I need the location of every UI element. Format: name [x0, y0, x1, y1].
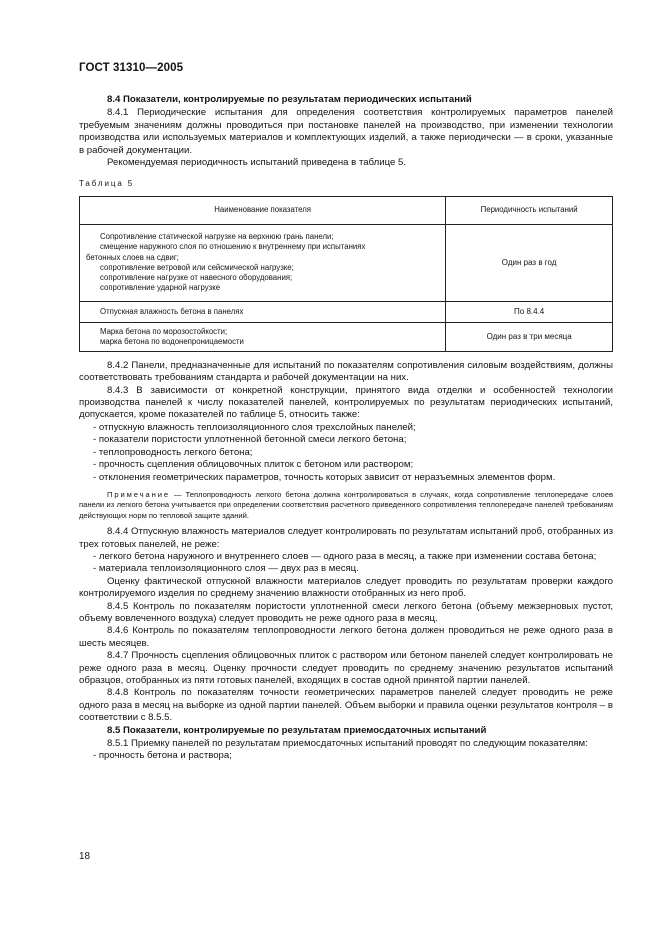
- list-item: - показатели пористости уплотненной бетонной смеси легкого бетона;: [93, 434, 407, 446]
- table-cell-indicator: [80, 224, 446, 301]
- table-row: [80, 224, 613, 301]
- table-cell-line: смещение наружного слоя по отношению к внутреннему при испытаниях: [100, 242, 366, 252]
- table-cell-line: сопротивление ударной нагрузке: [100, 283, 221, 293]
- list-item: - теплопроводность легкого бетона;: [93, 446, 253, 458]
- paragraph-8-4-4: 8.4.4 Отпускную влажность материалов следует контролировать по результатам испытаний проб, отобранных из трех готовых панелей, не реже:: [79, 526, 613, 550]
- section-8-4-title: 8.4 Показатели, контролируемые по результатам периодических испытаний: [107, 94, 472, 105]
- list-item: - отпускную влажность теплоизоляционного слоя трехслойных панелей;: [93, 421, 416, 433]
- table-cell-line: Марка бетона по морозостойкости;: [100, 326, 228, 336]
- table-header-row: [80, 196, 613, 224]
- section-8-5-title: 8.5 Показатели, контролируемые по результатам приемосдаточных испытаний: [107, 724, 487, 736]
- paragraph-table-reference: Рекомендуемая периодичность испытаний приведена в таблице 5.: [107, 157, 406, 169]
- table-cell-line: сопротивление нагрузке от навесного оборудования;: [100, 273, 293, 283]
- paragraph-8-4-4-evaluation: Оценку фактической отпускной влажности материалов следует проводить по результатам проверки каждого контролируемого изделия по среднему значению влажности отобранных из него проб.: [79, 575, 613, 600]
- standard-header: ГОСТ 31310—2005: [79, 62, 184, 74]
- page-number: 18: [79, 851, 91, 862]
- table-cell-line: марка бетона по водонепроницаемости: [100, 336, 244, 346]
- paragraph-8-4-7: 8.4.7 Прочность сцепления облицовочных плиток с раствором или бетоном панелей следует контролировать не реже одного раза в месяц. Оценку прочности следует проводить по среднему значению результатов испытаний образцов, отобранных из пяти готовых панелей, входящих в состав одной принятой партии панелей.: [79, 650, 613, 686]
- paragraph-8-4-6: 8.4.6 Контроль по показателям теплопроводности легкого бетона должен проводиться не реже одного раза в шесть месяцев.: [79, 625, 613, 649]
- paragraph-8-4-5: 8.4.5 Контроль по показателям пористости уплотненной смеси легкого бетона (объему межзерновых пустот, объему вовлеченного воздуха) следует проводить не реже одного раза в месяц.: [79, 600, 613, 624]
- note: [79, 490, 613, 521]
- note-label: Примечание: [107, 489, 170, 499]
- table-5: [79, 196, 613, 352]
- table-cell-periodicity: По 8.4.4: [446, 301, 613, 322]
- paragraph-8-4-8: 8.4.8 Контроль по показателям точности геометрических параметров панелей следует проводить не реже одного раза в месяц на выборке из одной партии панелей. Объем выборки и правила оценки результатов контроля – в соответствии с 8.5.5.: [79, 687, 613, 724]
- list-item: - легкого бетона наружного и внутреннего слоев — одного раза в месяц, а также при изменении состава бетона;: [93, 550, 597, 562]
- column-header-periodicity: Периодичность испытаний: [446, 196, 613, 224]
- paragraph-8-4-3: 8.4.3 В зависимости от конкретной конструкции, принятого вида отделки и особенностей технологии производства панелей к числу показателей панелей, контролируемых по результатам периодических испытаний, допускается, кроме показателей по таблице 5, относить также:: [79, 384, 613, 421]
- document-body: [79, 94, 613, 763]
- table-row: [80, 322, 613, 351]
- note-text: — Теплопроводность легкого бетона должна контролироваться в случаях, когда сопротивление теплопередаче слоев панели из легкого бетона учитывается при определении соответствия расчетного приведенного сопротивления теплопередаче панелей требованиям действующих норм по тепловой защите зданий.: [79, 489, 613, 520]
- paragraph-8-4-2: 8.4.2 Панели, предназначенные для испытаний по показателям сопротивления силовым воздействиям, должны соответствовать требованиям стандарта и рабочей документации на них.: [79, 359, 613, 384]
- table-cell-line: Сопротивление статической нагрузке на верхнюю грань панели;: [100, 231, 334, 241]
- table-cell-periodicity: Один раз в год: [446, 224, 613, 301]
- table-cell-line: бетонных слоев на сдвиг;: [86, 252, 179, 262]
- list-item: - прочность сцепления облицовочных плиток с бетоном или раствором;: [93, 459, 414, 471]
- paragraph-8-5-1: 8.5.1 Приемку панелей по результатам приемосдаточных испытаний проводят по следующим показателям:: [107, 738, 588, 750]
- table-cell-periodicity: Один раз в три месяца: [446, 322, 613, 351]
- table-cell-indicator: [80, 322, 446, 351]
- table-caption: Таблица 5: [79, 179, 135, 189]
- table-cell-line: Отпускная влажность бетона в панелях: [100, 306, 244, 316]
- paragraph-8-4-1: 8.4.1 Периодические испытания для определения соответствия контролируемых параметров панелей требуемым значениям должны проводиться при постановке панелей на производство, при изменении технологии производства или используемых материалов и комплектующих изделий, а также периодически — в сроки, указанные в рабочей документации.: [79, 107, 613, 156]
- table-row: [80, 301, 613, 322]
- table-cell-indicator: [80, 301, 446, 322]
- column-header-indicator: Наименование показателя: [80, 196, 446, 224]
- table-cell-line: сопротивление ветровой или сейсмической нагрузке;: [100, 262, 294, 272]
- list-item: - отклонения геометрических параметров, точность которых зависит от неразъемных элементов форм.: [93, 471, 556, 483]
- list-item: - материала теплоизоляционного слоя — двух раз в месяц.: [93, 563, 359, 575]
- list-item: - прочность бетона и раствора;: [93, 750, 232, 762]
